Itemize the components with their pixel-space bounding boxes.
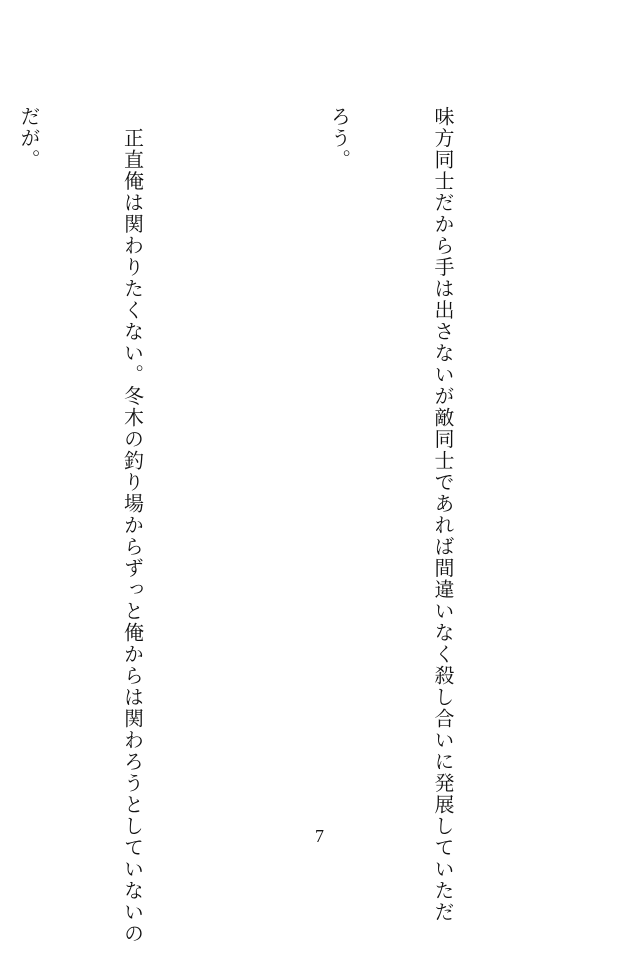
text-line: ろう。 xyxy=(327,106,352,171)
text-line: 味方同士だから手は出さないが敵同士であれば間違いなく殺し合いに発展していただ xyxy=(431,106,455,923)
body-text xyxy=(0,106,529,945)
text-line: 正直俺は関わりたくない。冬木の釣り場からずっと俺からは関わろうとしていないの xyxy=(120,106,145,945)
text-line: だが。 xyxy=(17,106,41,171)
page-number: 7 xyxy=(315,826,324,846)
blank-line xyxy=(219,106,254,820)
